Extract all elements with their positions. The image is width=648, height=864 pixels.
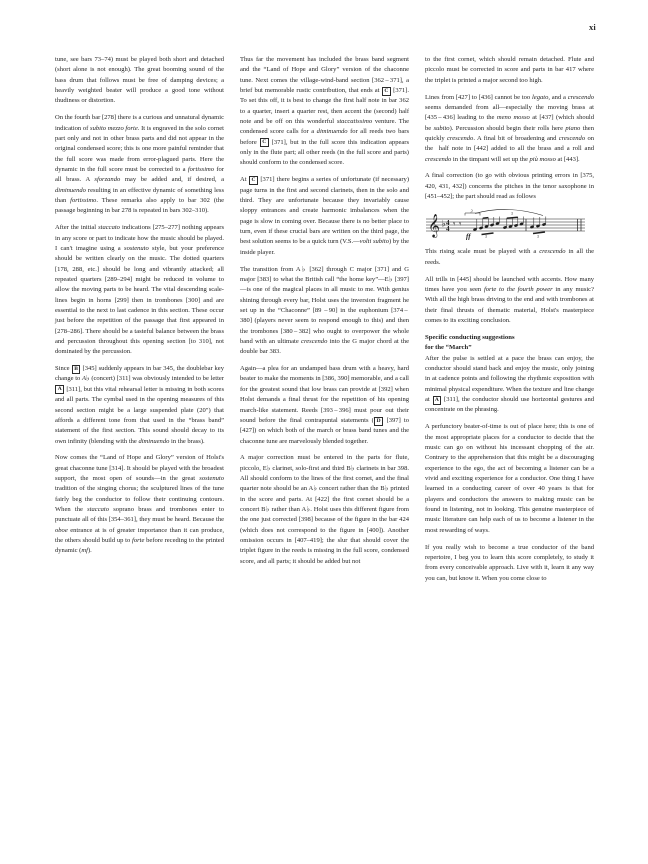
rehearsal-letter-c: C [249,176,258,185]
paragraph: A final correction (to go with obvious printing errors in [375, 420, 431, 432]) concerns the pitches in the tenor saxophone in [451–452]; the part should read as follows [425,172,594,201]
rehearsal-letter-c: C [260,138,269,147]
svg-text:3: 3 [537,235,539,240]
section-subheading-line-2: for the “March” [425,344,472,352]
rehearsal-letter-a: A [433,396,442,405]
section-subheading-line-1: Specific conducting suggestions [425,333,515,341]
paragraph: At C [371] there begins a series of unfortunate (if necessary) page turns in the first and second clarinets, then in the solo and third. They are unfortunate because they invariably cause sloppy entrances and create harmonic imbalances when the page is slow in coming over. Because there is no better place to turn, even if these crucial bars are written on the third page, the best solution seems to be a quick turn (V.S.—volti subito) by the inside player. [240,176,410,256]
svg-text:3: 3 [511,212,513,217]
svg-text:𝄞: 𝄞 [428,213,440,238]
paragraph: All trills in [445] should be launched with accents. How many times have you seen forte to the fourth power in any music? With all the high brass driving to the end and with trombones at their final thrusts of thematic material, Holst's masterpiece comes to its exciting conclusion. [425,275,594,325]
svg-text:𝄾: 𝄾 [453,220,456,231]
svg-text:3: 3 [485,235,487,240]
paragraph: A major correction must be entered in the parts for flute, piccolo, E♭ clarinet, solo-first and third B♭ clarinets in bar 398. All should conform to the lines of the first cornet, and the final quarter note should be an A♭ concert rather than the B♭ printed in the score and parts. At [422] the first cornet should be a concert B♭ rather than A♭. Holst uses this different figure from the one just corrected [398] because of the figure in the bar 424 (which does not correspond to the figure in [400]). Another omission occurs in [407–419]; the slur that should cover the triplet figure in the reeds is missing in the full score, condensed score, and all parts; it should be added but not [240,454,409,565]
rehearsal-letter-a: A [55,385,64,394]
text-column-2 [240,55,409,845]
paragraph: This rising scale must be played with a crescendo in all the reeds. [425,248,595,266]
paragraph: Lines from [427] to [436] cannot be too legato, and a crescendo seems demanded from all—especially the moving brass at [435 – 436] leading to the meno mosso at [437] (which should be subito). Percussion should begin their rolls here piano then quickly crescendo. A final bit of broadening and crescendo on the half note in [442] added to all the brass and a roll and crescendo in the timpani will set up the più mosso at [443]. [425,93,595,163]
paragraph: Now comes the “Land of Hope and Glory” version of Holst's great chaconne tune [314]. It should be played with the broadest support, the most open of sounds—in the great sostenuto tradition of the singing chorus; the sculptured lines of the tune fairly beg the conductor to follow their continuing contours. When the staccato soprano brass and trombones enter to punctuate all of this [354–361], they must be heard. Because the oboe entrance at is of greater importance than it can produce, the others should build up to forte before receding to the printed dynamic (mf). [55,454,224,555]
rehearsal-letter-b: B [72,365,80,374]
svg-text:ff: ff [466,232,471,241]
svg-text:3: 3 [470,209,473,215]
svg-text:4: 4 [446,219,450,228]
text-column-1 [55,55,224,845]
paragraph: On the fourth bar [278] there is a curious and unnatural dynamic indication of subito mezzo forte. It is engraved in the solo cornet part only and not in other brass parts and did not appear in the original condensed score; this is one more painful reminder that the full score was made from error-plagued parts. Here the dynamic in the full score must be corrected to a fortissimo for all brass. A sforzando may be added and, if desired, a diminuendo resulting in an effective dynamic of something less than fortissimo. These remarks also apply to bar 302 (the passage beginning in bar 278 is repeated in bars 302–310). [55,114,224,215]
paragraph: Thus far the movement has included the brass band segment and the “Land of Hope and Glory” version of the chaconne tune. Next comes the village-wind-band section [362 – 371], a brief but memorable rustic contribution, that ends at C [371]. To set this off, it is best to change the first half note in bar 362 to a quarter, insert a quarter rest, then accent the (second) half note and be off on this wonderful staccatissimo venture. The condensed score calls for a diminuendo for all reeds two bars before C [371], but in the full score this indication appears only in the flute part; all other reeds (in the full score and parts) should conform to the condensed score. [240,56,410,167]
page-number: xi [588,22,596,32]
paragraph: to the first cornet, which should remain detached. Flute and piccolo must be corrected in score and parts in bar 417 where the triplet is printed a major second too high. [425,56,594,84]
text-column-3 [425,55,594,845]
svg-text:𝄾: 𝄾 [459,220,462,231]
svg-text:♭: ♭ [441,219,446,230]
paragraph: The transition from A♭ [362] through C major [371] and G major [383] to what the British call “the home key”—E♭ [397]—is one of the magical places in all music to me. With genius shining through every bar, Holst uses the inversion fragment he set up in the “Chaconne” [89 – 90] in the euphonium [374 – 380] (players never seem to respond enough to this) and then the trombones [380 – 382] who ought to overpower the whole band with an ultimate crescendo into the G major chord at the double bar 383. [240,263,409,356]
music-notation-example [425,207,594,241]
rehearsal-letter-d: D [374,417,383,426]
svg-text:4: 4 [446,225,450,234]
rehearsal-letter-c: C [382,87,391,96]
three-column-text-body [55,55,595,845]
paragraph: Since B [345] suddenly appears in bar 345, the doublebar key change to A♭ (concert) [311] was obviously intended to be letter A [311], but this vital rehearsal letter is missing in both scores and all parts. The cymbal used in the opening measures of this second section might be a large suspended plate (20″) that affords a different tone from that used in the “brass band” statement of the first section. This sound should decay to its own infinity (blending with the diminuendo in the brass). [55,365,224,445]
paragraph: After the initial staccato indications [275–277] nothing appears in any score or part to indicate how the music should be played. I can't imagine using a sostenuto style, but your preference should be written clearly on the music. The dotted quarters [178, 288, etc.] should be long and vibrantly attacked; all repeated quarters [289–294] might be reduced in volume to allow the moving parts to be heard. The vital descending scale-lines begin in horns [299] then in trombones [300] and are essential to the next to last cadence in this section. These occur just before the repetition of the passage that first appeared in [278–286]. There should be a tasteful balance between the brass and percussion throughout this opening section [to 310], not dominated by the percussion. [55,224,224,356]
paragraph: Again—a plea for an undamped bass drum with a heavy, hard beater to make the moments in [386, 390] memorable, and a call for the greatest sound that low brass can provide at [392] when Holst demands a final thrust for the repetition of his opening march-like statement. Reeds [393 – 396] must pour out their sound before the final contrapuntal statements ( D [397] to [427]) on which both of the march or brass band tunes and the chaconne tune are marvelously blended together. [240,365,409,445]
paragraph: After the pulse is settled at a pace the brass can enjoy, the conductor should stand back and enjoy the music, only joining in at cadence points and following the rhythmic exposition with minimal physical expenditure. When the texture and line change at A [311], the conductor should use horizontal gestures and concentrate on the phrasing. [425,354,594,414]
paragraph: If you really wish to become a true conductor of the band repertoire, I beg you to learn this score completely, to study it from every conceivable approach. Live with it, learn it any way you can, but know it. When you come close to [425,543,594,582]
paragraph: A perfunctory beater-of-time is out of place here; this is one of the most appropriate places for a conductor to decide that the music can go on without his incessant chopping of the air. Contrary to the apprehension that this might be a discouraging experience to the ego, the act of becoming a listener can be a vivid and exciting experience for a conductor. One thing I have learned in a conducting career of over 40 years is that for players and conductors the answers to making music can be found in listening, not in looking. This genuine masterpiece of music literature can help each of us to become a listener in the most rewarding of ways. [425,423,594,534]
paragraph: tune, see bars 73–74) must be played both short and detached (short alone is not enough). The great booming sound of the bass drum that follows must be free of damping devices; a heavily weighted beater will produce a good tone without thudiness or distortion. [55,56,224,105]
